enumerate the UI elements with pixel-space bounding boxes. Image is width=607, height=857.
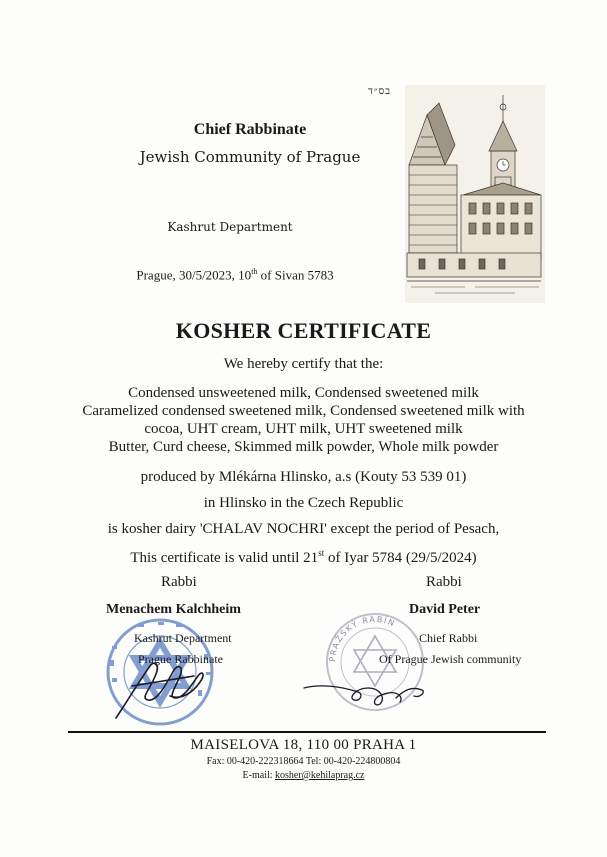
footer-phone-fax: Fax: 00-420-222318664 Tel: 00-420-224800804 [206, 756, 401, 767]
validity-prefix: This certificate is valid until 21 [130, 550, 319, 566]
location-line: in Hlinsko in the Czech Republic [203, 495, 404, 511]
validity-superscript: st [318, 548, 325, 558]
left-signatory-role-1: Kashrut Department [134, 631, 232, 645]
right-signatory-role-1: Chief Rabbi [419, 631, 478, 645]
right-stamp-text: PRAŽSKÝ RABÍN [327, 614, 397, 663]
date-superscript: th [251, 267, 258, 276]
date-prefix: Prague, 30/5/2023, 10 [136, 267, 252, 283]
email-label: E-mail: [242, 770, 276, 781]
date-suffix: of Sivan 5783 [257, 267, 334, 283]
right-signatory-role-2: Of Prague Jewish community [379, 652, 522, 666]
certificate-title: KOSHER CERTIFICATE [175, 318, 432, 343]
left-signatory-role-2: Prague Rabbinate [138, 652, 223, 666]
issue-date [90, 267, 380, 283]
right-signature [300, 668, 430, 714]
product-line-1: Condensed unsweetened milk, Condensed sweetened milk [128, 385, 479, 401]
product-line-3: cocoa, UHT cream, UHT milk, UHT sweetened milk [144, 421, 463, 437]
hebrew-abbreviation: בס״ד [368, 86, 392, 97]
kosher-status-line: is kosher dairy 'CHALAV NOCHRI' except the period of Pesach, [107, 521, 500, 537]
validity-suffix: of Iyar 5784 (29/5/2024) [324, 550, 477, 566]
right-rabbi-title: Rabbi [426, 574, 462, 590]
product-line-4: Butter, Curd cheese, Skimmed milk powder, Whole milk powder [108, 439, 499, 455]
organization-title: Chief Rabbinate [193, 121, 307, 138]
footer-email-line [0, 770, 607, 781]
organization-subtitle: Jewish Community of Prague [139, 148, 361, 166]
product-line-2: Caramelized condensed sweetened milk, Condensed sweetened milk with [82, 403, 525, 419]
left-signatory-name: Menachem Kalchheim [106, 602, 241, 617]
department-name: Kashrut Department [167, 220, 293, 234]
right-signatory-name: David Peter [409, 602, 481, 617]
footer-address: MAISELOVA 18, 110 00 PRAHA 1 [190, 737, 417, 753]
left-rabbi-title: Rabbi [161, 574, 197, 590]
email-link[interactable]: kosher@kehilaprag.cz [275, 770, 365, 781]
validity-line [20, 548, 587, 567]
producer-line: produced by Mlékárna Hlinsko, a.s (Kouty 53 539 01) [140, 469, 467, 485]
town-hall-etching [405, 85, 545, 303]
footer-divider [68, 731, 546, 733]
certify-intro: We hereby certify that the: [223, 356, 384, 372]
